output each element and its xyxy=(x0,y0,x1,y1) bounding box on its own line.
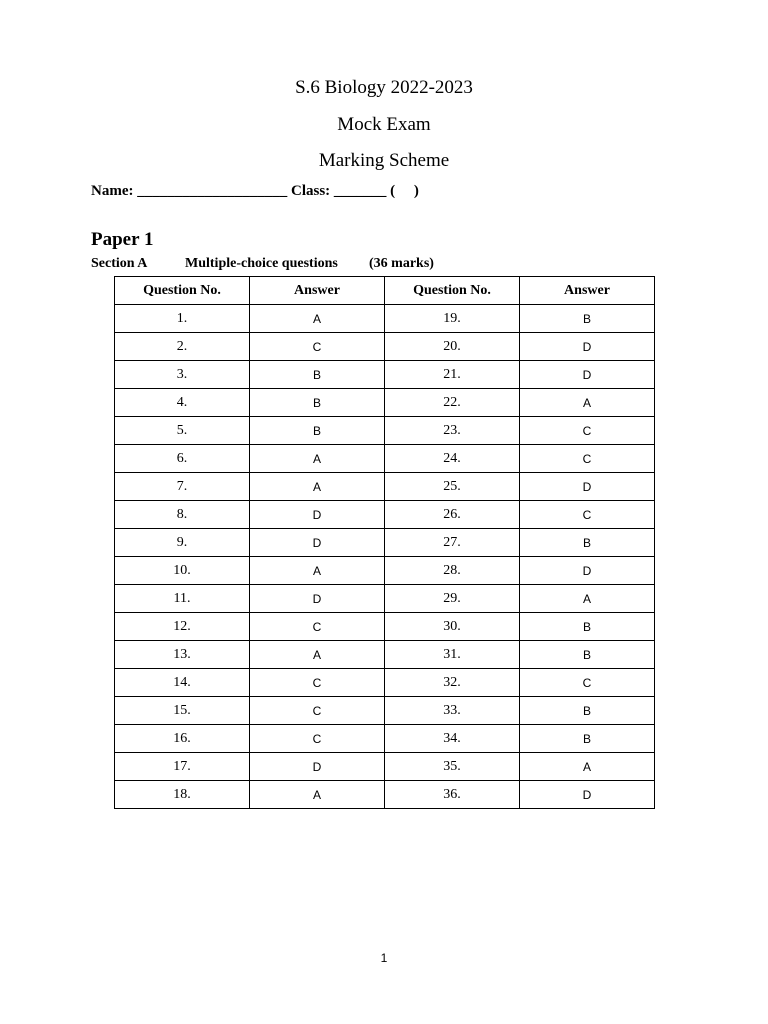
section-marks: (36 marks) xyxy=(369,256,434,271)
table-row xyxy=(115,389,655,417)
answer-cell: C xyxy=(520,501,655,529)
table-row xyxy=(115,781,655,809)
answer-cell: C xyxy=(250,613,385,641)
answer-cell: D xyxy=(520,333,655,361)
question-number-cell: 19. xyxy=(385,305,520,333)
table-row xyxy=(115,501,655,529)
question-number-cell: 7. xyxy=(115,473,250,501)
answer-cell: B xyxy=(250,361,385,389)
answer-cell: A xyxy=(250,305,385,333)
question-number-cell: 1. xyxy=(115,305,250,333)
answer-cell: A xyxy=(250,781,385,809)
answer-key-table xyxy=(114,276,655,809)
question-number-cell: 8. xyxy=(115,501,250,529)
page-number: 1 xyxy=(380,951,388,965)
answer-cell: B xyxy=(520,697,655,725)
question-number-cell: 36. xyxy=(385,781,520,809)
question-number-cell: 10. xyxy=(115,557,250,585)
question-number-cell: 21. xyxy=(385,361,520,389)
answer-cell: B xyxy=(520,641,655,669)
answer-cell: C xyxy=(250,725,385,753)
answer-cell: C xyxy=(520,445,655,473)
table-row xyxy=(115,417,655,445)
table-row xyxy=(115,473,655,501)
answer-cell: D xyxy=(250,501,385,529)
question-number-cell: 25. xyxy=(385,473,520,501)
answer-cell: A xyxy=(520,753,655,781)
answer-key-body xyxy=(115,305,655,809)
question-number-cell: 11. xyxy=(115,585,250,613)
answer-cell: A xyxy=(520,389,655,417)
answer-cell: B xyxy=(520,613,655,641)
table-row xyxy=(115,305,655,333)
question-number-cell: 30. xyxy=(385,613,520,641)
question-number-cell: 9. xyxy=(115,529,250,557)
answer-cell: D xyxy=(520,557,655,585)
section-label: Section A xyxy=(91,256,148,271)
answer-cell: A xyxy=(250,445,385,473)
answer-cell: A xyxy=(250,473,385,501)
question-number-cell: 32. xyxy=(385,669,520,697)
table-row xyxy=(115,669,655,697)
question-number-cell: 6. xyxy=(115,445,250,473)
question-number-cell: 28. xyxy=(385,557,520,585)
name-class-line: Name: ____________________ Class: _______ ( ) xyxy=(91,183,419,199)
question-number-cell: 22. xyxy=(385,389,520,417)
answer-cell: A xyxy=(250,641,385,669)
question-number-cell: 15. xyxy=(115,697,250,725)
document-title: S.6 Biology 2022-2023 xyxy=(295,77,473,98)
answer-cell: B xyxy=(520,529,655,557)
question-number-cell: 35. xyxy=(385,753,520,781)
answer-cell: C xyxy=(250,697,385,725)
paper-heading: Paper 1 xyxy=(91,229,154,250)
table-row xyxy=(115,529,655,557)
document-subtitle: Mock Exam xyxy=(337,114,431,135)
answer-cell: A xyxy=(520,585,655,613)
table-row xyxy=(115,361,655,389)
answer-cell: D xyxy=(520,473,655,501)
question-number-cell: 4. xyxy=(115,389,250,417)
answer-cell: B xyxy=(520,305,655,333)
question-number-cell: 18. xyxy=(115,781,250,809)
question-number-cell: 24. xyxy=(385,445,520,473)
section-description: Multiple-choice questions xyxy=(185,256,338,271)
answer-cell: D xyxy=(250,753,385,781)
table-row xyxy=(115,585,655,613)
answer-cell: C xyxy=(520,417,655,445)
question-number-cell: 34. xyxy=(385,725,520,753)
question-number-cell: 14. xyxy=(115,669,250,697)
table-row xyxy=(115,333,655,361)
answer-cell: D xyxy=(250,585,385,613)
answer-cell: C xyxy=(250,669,385,697)
answer-cell: B xyxy=(250,417,385,445)
question-number-cell: 2. xyxy=(115,333,250,361)
answer-cell: D xyxy=(250,529,385,557)
table-row xyxy=(115,725,655,753)
question-number-cell: 20. xyxy=(385,333,520,361)
question-number-cell: 17. xyxy=(115,753,250,781)
question-number-cell: 13. xyxy=(115,641,250,669)
answer-cell: D xyxy=(520,781,655,809)
column-header: Question No. xyxy=(115,277,250,305)
table-row xyxy=(115,697,655,725)
answer-cell: B xyxy=(520,725,655,753)
document-type: Marking Scheme xyxy=(318,150,450,171)
question-number-cell: 27. xyxy=(385,529,520,557)
column-header: Answer xyxy=(520,277,655,305)
question-number-cell: 31. xyxy=(385,641,520,669)
table-row xyxy=(115,613,655,641)
section-heading xyxy=(91,256,434,272)
question-number-cell: 33. xyxy=(385,697,520,725)
table-row xyxy=(115,641,655,669)
question-number-cell: 5. xyxy=(115,417,250,445)
question-number-cell: 12. xyxy=(115,613,250,641)
question-number-cell: 3. xyxy=(115,361,250,389)
answer-cell: C xyxy=(250,333,385,361)
answer-cell: B xyxy=(250,389,385,417)
table-header-row xyxy=(115,277,655,305)
table-row xyxy=(115,753,655,781)
table-row xyxy=(115,445,655,473)
question-number-cell: 16. xyxy=(115,725,250,753)
column-header: Question No. xyxy=(385,277,520,305)
question-number-cell: 29. xyxy=(385,585,520,613)
question-number-cell: 23. xyxy=(385,417,520,445)
answer-cell: A xyxy=(250,557,385,585)
answer-cell: C xyxy=(520,669,655,697)
question-number-cell: 26. xyxy=(385,501,520,529)
answer-cell: D xyxy=(520,361,655,389)
table-row xyxy=(115,557,655,585)
column-header: Answer xyxy=(250,277,385,305)
